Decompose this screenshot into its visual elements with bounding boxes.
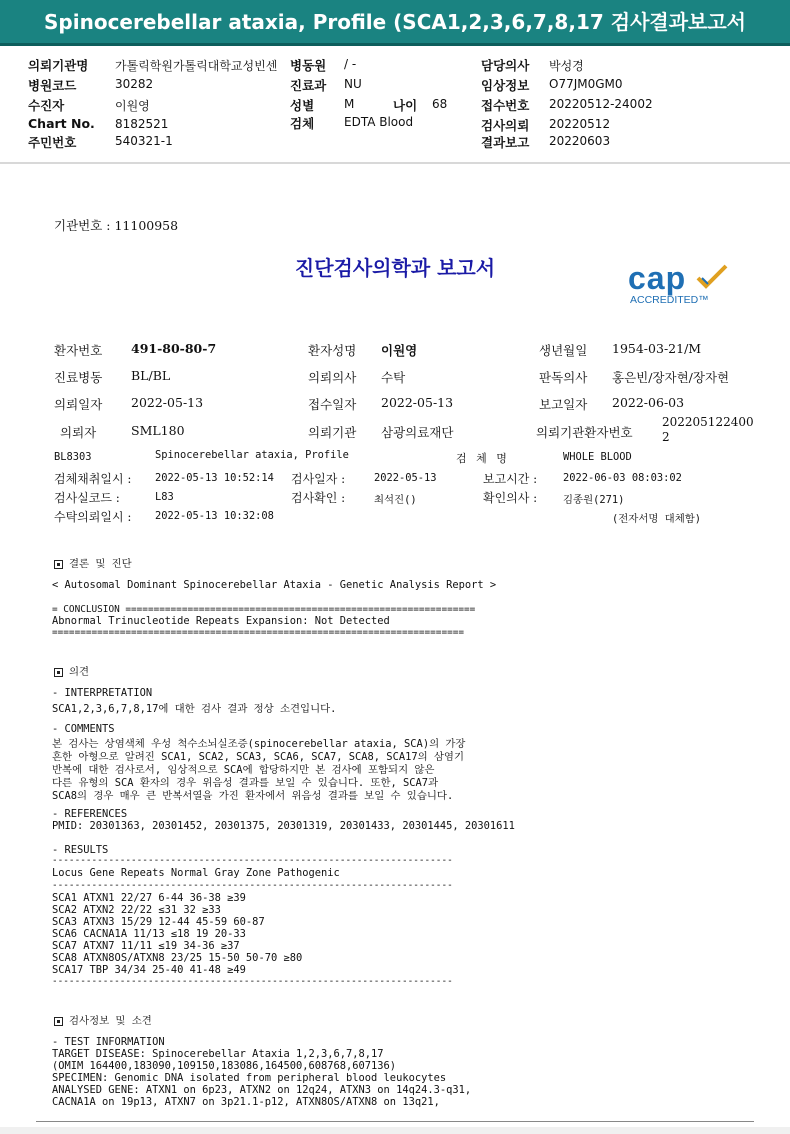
field-label-institution: 의뢰기관명	[28, 58, 89, 73]
collect-time-label: 검체채취일시 :	[54, 472, 132, 486]
patient-value-ref-doctor: 수탁	[381, 370, 406, 385]
patient-value-dob: 1954-03-21/M	[612, 341, 702, 356]
conclusion-end-rule: =========================================================================	[52, 627, 465, 638]
test-code: BL8303	[54, 451, 92, 463]
specimen-name-label: 검 체 명	[456, 452, 510, 465]
field-value-sex: M	[344, 97, 355, 111]
section-conclusion	[54, 555, 132, 570]
outsourced-time-value: 2022-05-13 10:32:08	[155, 510, 274, 522]
field-label-specimen: 검체	[290, 116, 315, 131]
test-info-line: SPECIMEN: Genomic DNA isolated from peripheral blood leukocytes	[52, 1072, 447, 1084]
patient-label-receipt-date: 접수일자	[308, 397, 357, 412]
patient-label-reader: 판독의사	[539, 370, 588, 385]
field-value-patient: 이원영	[115, 99, 150, 113]
section-bullet-icon	[54, 560, 63, 569]
cap-logo-accredited: ACCREDITED™	[630, 294, 709, 306]
field-label-sex: 성별	[290, 98, 315, 113]
cap-accredited-logo	[626, 258, 734, 314]
results-row: SCA7 ATXN7 11/11 ≤19 34-36 ≥37	[52, 940, 240, 952]
test-confirm-label: 검사확인 :	[291, 491, 346, 505]
field-label-accession: 접수번호	[481, 98, 530, 113]
field-value-age: 68	[432, 97, 448, 111]
comments-title: - COMMENTS	[52, 723, 115, 735]
report-time-value: 2022-06-03 08:03:02	[563, 472, 682, 484]
field-label-doctor: 담당의사	[481, 58, 530, 73]
test-date-label: 검사일자 :	[291, 472, 346, 486]
confirm-doctor-value: 김종원(271)	[563, 494, 625, 506]
field-label-report-date: 결과보고	[481, 135, 530, 150]
report-window-title: Spinocerebellar ataxia, Profile (SCA1,2,3,6,7,8,17 검사결과보고서	[44, 10, 746, 34]
test-info-line: CACNA1A on 19p13, ATXN7 on 3p21.1-p12, ATXN8OS/ATXN8 on 13q21,	[52, 1096, 440, 1108]
results-header: Locus Gene Repeats Normal Gray Zone Pathogenic	[52, 867, 340, 879]
patient-label-request-date: 의뢰일자	[54, 397, 103, 412]
comments-line: 다른 유형의 SCA 환자의 경우 위음성 결과를 보일 수 있습니다. 또한, SCA7과	[52, 777, 439, 789]
agency-number: 기관번호 : 11100958	[54, 218, 179, 233]
results-row: SCA8 ATXN8OS/ATXN8 23/25 15-50 50-70 ≥80	[52, 952, 303, 964]
patient-value-ref-institution: 삼광의료재단	[381, 425, 454, 440]
report-name: < Autosomal Dominant Spinocerebellar Ataxia - Genetic Analysis Report >	[52, 579, 497, 591]
patient-value-report-date: 2022-06-03	[612, 395, 685, 410]
interpretation-title: - INTERPRETATION	[52, 687, 153, 699]
results-row: SCA2 ATXN2 22/22 ≤31 32 ≥33	[52, 904, 221, 916]
field-label-department: 진료과	[290, 78, 327, 93]
section-bullet-icon	[54, 1017, 63, 1026]
results-rule-top: -----------------------------------------------------------------------	[52, 855, 453, 866]
results-title: - RESULTS	[52, 844, 109, 856]
window-bottom-bar	[0, 1127, 790, 1134]
page-bottom-line	[36, 1121, 754, 1122]
patient-label-report-date: 보고일자	[539, 397, 588, 412]
report-time-label: 보고시간 :	[483, 472, 538, 486]
results-row: SCA3 ATXN3 15/29 12-44 45-59 60-87	[52, 916, 265, 928]
comments-line: 본 검사는 상염색체 우성 척수소뇌실조증(spinocerebellar ataxia, SCA)의 가장	[52, 738, 466, 750]
field-label-resident-no: 주민번호	[28, 135, 77, 150]
field-label-chart-no: Chart No.	[28, 116, 95, 131]
lab-code-value: L83	[155, 491, 174, 503]
field-value-chart-no: 8182521	[115, 117, 169, 131]
references-text: PMID: 20301363, 20301452, 20301375, 20301319, 20301433, 20301445, 20301611	[52, 820, 515, 832]
comments-line: SCA8의 경우 매우 큰 반복서열을 가진 환자에서 위음성 결과를 보일 수 있습니다.	[52, 790, 454, 802]
section-opinion-title: 의견	[69, 666, 90, 678]
patient-label-dob: 생년월일	[539, 343, 588, 358]
section-opinion	[54, 663, 89, 678]
test-info-line: (OMIM 164400,183090,109150,183086,164500,608768,607136)	[52, 1060, 397, 1072]
header-separator	[0, 162, 790, 164]
patient-label-ward: 진료병동	[54, 370, 103, 385]
patient-label-requester: 의뢰자	[60, 425, 97, 440]
confirm-doctor-label: 확인의사 :	[483, 491, 538, 505]
collect-time-value: 2022-05-13 10:52:14	[155, 472, 274, 484]
patient-label-id: 환자번호	[54, 343, 103, 358]
results-rule-bottom: -----------------------------------------------------------------------	[52, 976, 453, 987]
results-row: SCA17 TBP 34/34 25-40 41-48 ≥49	[52, 964, 246, 976]
patient-label-ref-doctor: 의뢰의사	[308, 370, 357, 385]
patient-value-ref-patient-no-cont: 2	[662, 430, 670, 444]
field-label-ward: 병동원	[290, 58, 327, 73]
patient-value-receipt-date: 2022-05-13	[381, 395, 454, 410]
field-value-report-date: 20220603	[549, 134, 611, 148]
cap-logo-word: cap	[628, 260, 687, 296]
test-info-line: - TEST INFORMATION	[52, 1036, 165, 1048]
patient-value-request-date: 2022-05-13	[131, 395, 204, 410]
conclusion-rule: = CONCLUSION ==============================================================	[52, 604, 476, 615]
patient-value-id: 491-80-80-7	[131, 341, 217, 356]
conclusion-text: Abnormal Trinucleotide Repeats Expansion: Not Detected	[52, 615, 390, 627]
results-row: SCA6 CACNA1A 11/13 ≤18 19 20-33	[52, 928, 246, 940]
field-value-hospital-code: 30282	[115, 77, 154, 91]
test-confirm-value: 최석진()	[374, 494, 417, 506]
patient-value-requester: SML180	[131, 423, 185, 438]
field-value-request-date: 20220512	[549, 117, 611, 131]
outsourced-time-label: 수탁의뢰일시 :	[54, 510, 132, 524]
field-label-request-date: 검사의뢰	[481, 118, 530, 133]
patient-label-name: 환자성명	[308, 343, 357, 358]
comments-line: 반복에 대한 검사로서, 임상적으로 SCA에 합당하지만 본 검사에 포함되지 않은	[52, 764, 435, 776]
results-row: SCA1 ATXN1 22/27 6-44 36-38 ≥39	[52, 892, 246, 904]
test-info-line: TARGET DISEASE: Spinocerebellar Ataxia 1,2,3,6,7,8,17	[52, 1048, 384, 1060]
test-name: Spinocerebellar ataxia, Profile	[155, 449, 349, 461]
field-value-ward: / -	[344, 57, 357, 71]
patient-label-ref-patient-no: 의뢰기관환자번호	[536, 425, 633, 440]
field-value-specimen: EDTA Blood	[344, 115, 414, 129]
patient-value-name: 이원영	[381, 343, 418, 358]
field-label-age: 나이	[393, 98, 418, 113]
lab-code-label: 검사실코드 :	[54, 491, 120, 505]
field-value-doctor: 박성경	[549, 59, 584, 73]
field-value-clinical-info: O77JM0GM0	[549, 77, 623, 91]
checkmark-icon	[696, 264, 728, 290]
title-bar	[0, 0, 790, 46]
field-value-institution: 가톨릭학원가톨릭대학교성빈센	[115, 59, 278, 73]
patient-label-ref-institution: 의뢰기관	[308, 425, 357, 440]
field-value-resident-no: 540321-1	[115, 134, 173, 148]
comments-line: 흔한 아형으로 알려진 SCA1, SCA2, SCA3, SCA6, SCA7, SCA8, SCA17의 삼염기	[52, 751, 464, 763]
test-date-value: 2022-05-13	[374, 472, 437, 484]
field-label-clinical-info: 임상정보	[481, 78, 530, 93]
section-bullet-icon	[54, 668, 63, 677]
specimen-name-value: WHOLE BLOOD	[563, 451, 632, 463]
patient-value-ref-patient-no: 202205122400	[662, 415, 754, 429]
test-info-line: ANALYSED GENE: ATXN1 on 6p23, ATXN2 on 12q24, ATXN3 on 14q24.3-q31,	[52, 1084, 472, 1096]
patient-value-reader: 홍은빈/장자현/장자현	[612, 370, 730, 385]
report-title: 진단검사의학과 보고서	[294, 256, 496, 280]
interpretation-text: SCA1,2,3,6,7,8,17에 대한 검사 결과 정상 소견입니다.	[52, 703, 337, 715]
esign-note: (전자서명 대체함)	[612, 513, 702, 525]
section-conclusion-title: 결론 및 진단	[69, 558, 132, 570]
section-test-info-title: 검사정보 및 소견	[69, 1015, 152, 1027]
field-value-accession: 20220512-24002	[549, 97, 653, 111]
field-label-hospital-code: 병원코드	[28, 78, 77, 93]
results-rule-mid: -----------------------------------------------------------------------	[52, 880, 453, 891]
patient-value-ward: BL/BL	[131, 368, 171, 383]
section-test-info	[54, 1012, 152, 1027]
field-label-patient: 수진자	[28, 98, 65, 113]
field-value-department: NU	[344, 77, 362, 91]
references-title: - REFERENCES	[52, 808, 128, 820]
